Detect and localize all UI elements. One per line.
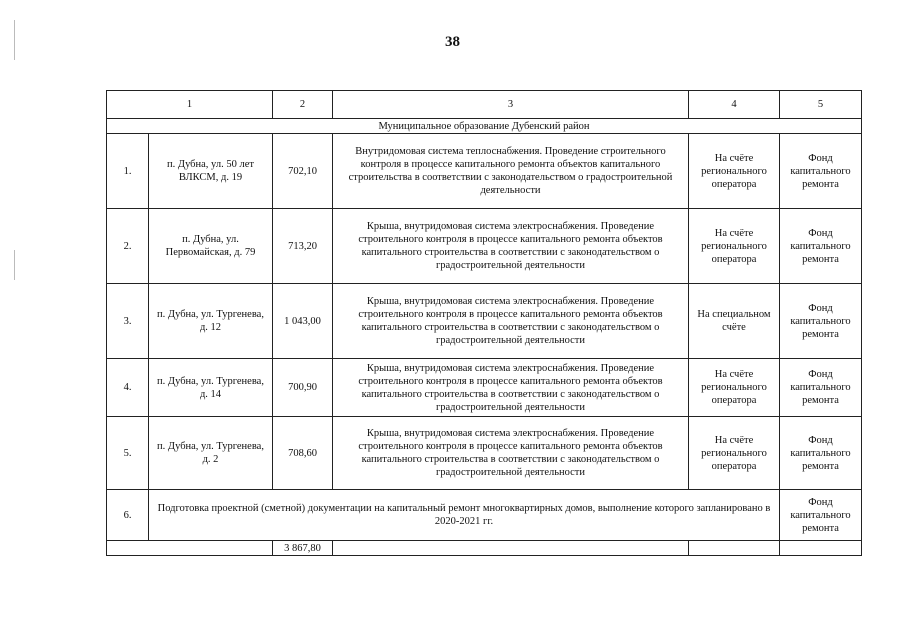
row-area: 1 043,00 [273, 284, 333, 359]
table-header-row [107, 91, 862, 119]
table-row [107, 209, 862, 284]
row-address: п. Дубна, ул. Тургенева, д. 2 [149, 417, 273, 490]
row-fund: Фонд капитального ремонта [780, 490, 862, 541]
row-area: 708,60 [273, 417, 333, 490]
row-work: Крыша, внутридомовая система электроснабжения. Проведение строительного контроля в процессе капитального ремонта объектов капитального строительства в соответствии с законодательством о градостроительной деятельности [333, 417, 689, 490]
total-row [107, 541, 862, 556]
margin-scan-mark [14, 250, 15, 280]
row-number: 1. [107, 134, 149, 209]
row-work: Крыша, внутридомовая система электроснабжения. Проведение строительного контроля в процессе капитального ремонта объектов капитального строительства в соответствии с законодательством о градостроительной деятельности [333, 359, 689, 417]
row-area: 713,20 [273, 209, 333, 284]
total-empty-cell [333, 541, 689, 556]
header-cell: 2 [273, 91, 333, 119]
row-account: На счёте регионального оператора [689, 417, 780, 490]
row-account: На счёте регионального оператора [689, 209, 780, 284]
row-work: Крыша, внутридомовая система электроснабжения. Проведение строительного контроля в процессе капитального ремонта объектов капитального строительства в соответствии с законодательством о градостроительной деятельности [333, 284, 689, 359]
row-area: 702,10 [273, 134, 333, 209]
row-address: п. Дубна, ул. Тургенева, д. 12 [149, 284, 273, 359]
row-account: На счёте регионального оператора [689, 359, 780, 417]
total-area: 3 867,80 [273, 541, 333, 556]
row-fund: Фонд капитального ремонта [780, 359, 862, 417]
header-cell: 5 [780, 91, 862, 119]
district-title: Муниципальное образование Дубенский район [107, 119, 862, 134]
header-cell: 4 [689, 91, 780, 119]
row-number: 3. [107, 284, 149, 359]
table-row [107, 134, 862, 209]
repair-table [106, 90, 862, 556]
total-empty-cell [689, 541, 780, 556]
table-row [107, 490, 862, 541]
row-number: 5. [107, 417, 149, 490]
row-account: На специальном счёте [689, 284, 780, 359]
row-fund: Фонд капитального ремонта [780, 134, 862, 209]
district-row [107, 119, 862, 134]
row-fund: Фонд капитального ремонта [780, 284, 862, 359]
header-cell: 1 [107, 91, 273, 119]
total-label-cell [107, 541, 273, 556]
row-address: п. Дубна, ул. Первомайская, д. 79 [149, 209, 273, 284]
header-cell: 3 [333, 91, 689, 119]
row-work: Подготовка проектной (сметной) документации на капитальный ремонт многоквартирных домов, выполнение которого запланировано в 2020-2021 гг. [149, 490, 780, 541]
table-row [107, 417, 862, 490]
page-number: 38 [445, 34, 460, 50]
row-number: 6. [107, 490, 149, 541]
row-number: 4. [107, 359, 149, 417]
row-work: Внутридомовая система теплоснабжения. Проведение строительного контроля в процессе капитального ремонта объектов капитального строительства в соответствии с законодательством о градостроительной деятельности [333, 134, 689, 209]
row-area: 700,90 [273, 359, 333, 417]
total-empty-cell [780, 541, 862, 556]
row-work: Крыша, внутридомовая система электроснабжения. Проведение строительного контроля в процессе капитального ремонта объектов капитального строительства в соответствии с законодательством о градостроительной деятельности [333, 209, 689, 284]
table-row [107, 359, 862, 417]
row-account: На счёте регионального оператора [689, 134, 780, 209]
row-number: 2. [107, 209, 149, 284]
row-address: п. Дубна, ул. Тургенева, д. 14 [149, 359, 273, 417]
row-fund: Фонд капитального ремонта [780, 209, 862, 284]
row-fund: Фонд капитального ремонта [780, 417, 862, 490]
row-address: п. Дубна, ул. 50 лет ВЛКСМ, д. 19 [149, 134, 273, 209]
table-row [107, 284, 862, 359]
